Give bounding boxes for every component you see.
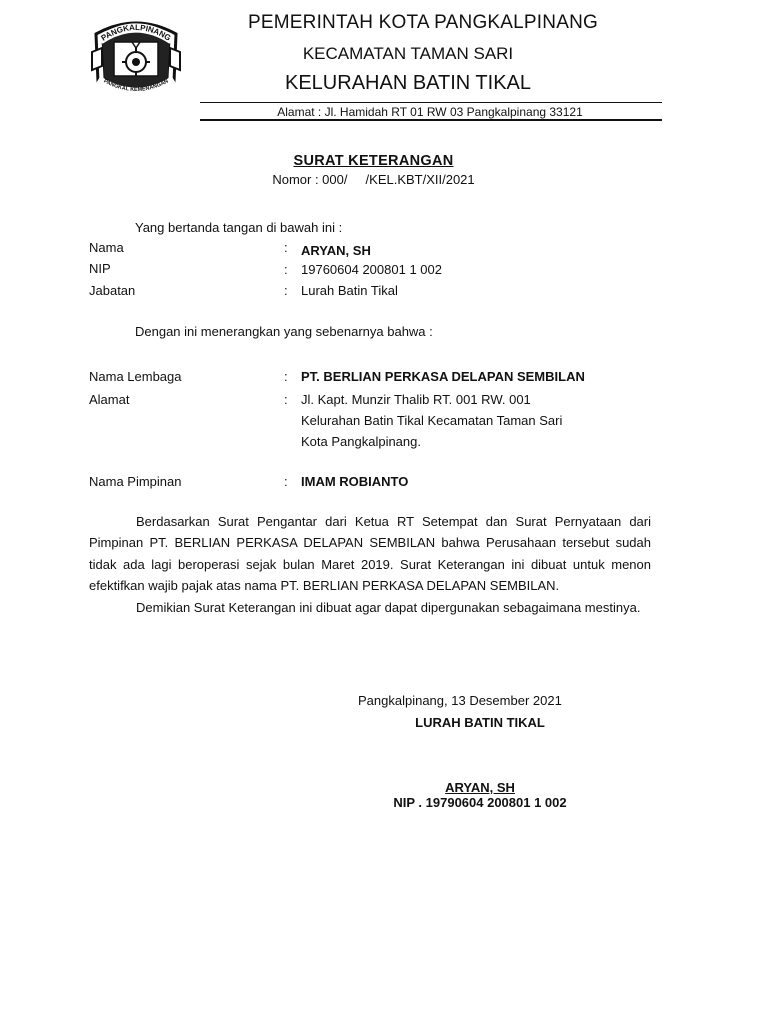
field-value-nip: 19760604 200801 1 002 <box>301 262 442 277</box>
field-colon: : <box>284 283 288 298</box>
field-label-nama-pimpinan: Nama Pimpinan <box>89 474 182 489</box>
city-emblem-logo <box>86 12 186 102</box>
letterhead-rule-top <box>200 102 662 103</box>
letter-number: Nomor : 000/ /KEL.KBT/XII/2021 <box>272 172 475 187</box>
field-value-jabatan: Lurah Batin Tikal <box>301 283 398 298</box>
field-value-alamat-line-3: Kota Pangkalpinang. <box>301 434 421 449</box>
declaration-text: Dengan ini menerangkan yang sebenarnya bahwa : <box>135 324 433 339</box>
letterhead-rule-bottom <box>200 119 662 121</box>
letterhead-address: Alamat : Jl. Hamidah RT 01 RW 03 Pangkalpinang 33121 <box>277 105 583 119</box>
intro-text: Yang bertanda tangan di bawah ini : <box>135 220 343 235</box>
field-value-nama-lembaga: PT. BERLIAN PERKASA DELAPAN SEMBILAN <box>301 369 585 384</box>
field-label-nama-lembaga: Nama Lembaga <box>89 369 182 384</box>
field-colon: : <box>284 474 288 489</box>
place-date: Pangkalpinang, 13 Desember 2021 <box>358 693 562 708</box>
field-label-jabatan: Jabatan <box>89 283 136 298</box>
signer-nip: NIP . 19790604 200801 1 002 <box>393 795 567 810</box>
letterhead-government: PEMERINTAH KOTA PANGKALPINANG <box>248 12 598 33</box>
logo-top-text: PANGKALPINANG <box>99 22 173 43</box>
letterhead-subdistrict: KELURAHAN BATIN TIKAL <box>285 72 531 94</box>
body-paragraph-1: Berdasarkan Surat Pengantar dari Ketua RT Setempat dan Surat Pernyataan dari Pimpinan PT. BERLIAN PERKASA DELAPAN SEMBILAN bahwa Perusahaan tersebut sudah tidak ada lagi beroperasi sejak bulan Maret 2019. Surat Keterangan ini dibuat untuk menon efektifkan wajib pajak atas nama PT. BERLIAN PERKASA DELAPAN SEMBILAN. <box>89 514 651 594</box>
field-colon: : <box>284 262 288 277</box>
field-value-nama-pimpinan: IMAM ROBIANTO <box>301 474 409 489</box>
signer-name: ARYAN, SH <box>445 780 515 795</box>
field-colon: : <box>284 369 288 384</box>
field-label-nama: Nama <box>89 240 124 255</box>
field-colon: : <box>284 240 288 255</box>
letterhead-district: KECAMATAN TAMAN SARI <box>302 44 514 63</box>
logo-bottom-text: PANGKAL KEMENANGAN <box>102 78 170 94</box>
letter-title: SURAT KETERANGAN <box>293 153 454 169</box>
field-value-alamat-line-1: Jl. Kapt. Munzir Thalib RT. 001 RW. 001 <box>301 392 531 407</box>
field-label-alamat: Alamat <box>89 392 130 407</box>
body-paragraph-2: Demikian Surat Keterangan ini dibuat agar dapat dipergunakan sebagaimana mestinya. <box>136 599 641 615</box>
field-colon: : <box>284 392 288 407</box>
body-text <box>89 511 651 618</box>
signer-position: LURAH BATIN TIKAL <box>415 715 545 730</box>
field-value-alamat-line-2: Kelurahan Batin Tikal Kecamatan Taman Sari <box>301 413 563 428</box>
field-value-nama: ARYAN, SH <box>301 243 371 258</box>
field-label-nip: NIP <box>89 261 111 276</box>
